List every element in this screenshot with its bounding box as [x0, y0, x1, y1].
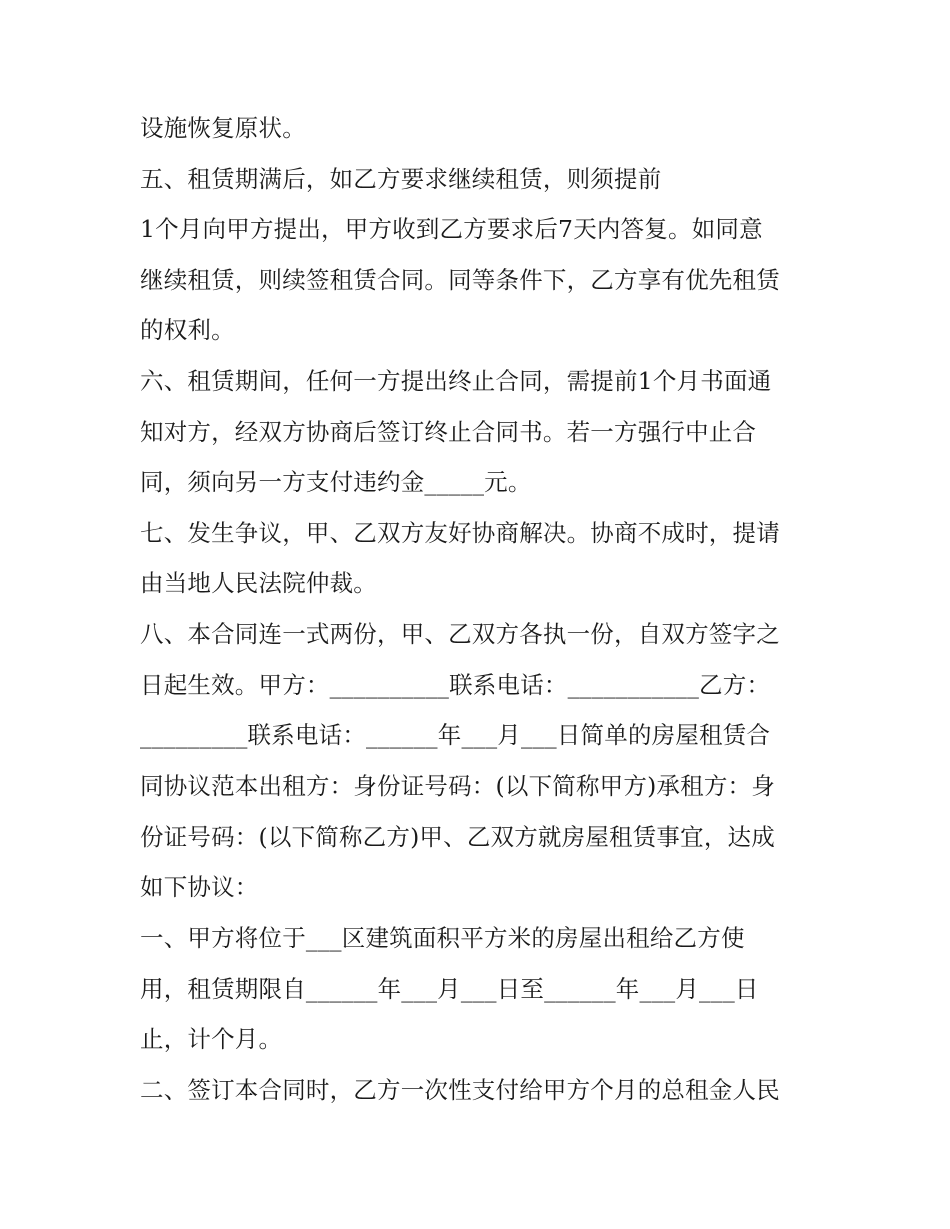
text-line: 知对方，经双方协商后签订终止合同书。若一方强行中止合 [140, 418, 757, 446]
text-line: 的权利。 [140, 316, 235, 344]
text-line: 五、租赁期满后，如乙方要求继续租赁，则须提前 [140, 165, 662, 193]
text-line: 如下协议： [140, 873, 259, 901]
text-line: 八、本合同连一式两份，甲、乙双方各执一份，自双方签字之 [140, 620, 780, 648]
text-line: 七、发生争议，甲、乙双方友好协商解决。协商不成时，提请 [140, 519, 780, 547]
text-line: _________联系电话：______年___月___日简单的房屋租赁合 [140, 721, 771, 749]
text-line: 二、签订本合同时，乙方一次性支付给甲方个月的总租金人民 [140, 1076, 780, 1104]
text-line: 份证号码：(以下简称乙方)甲、乙双方就房屋租赁事宜，达成 [140, 823, 775, 851]
text-line: 止，计个月。 [140, 1025, 283, 1053]
text-line: 六、租赁期间，任何一方提出终止合同，需提前1个月书面通 [140, 367, 772, 395]
text-line: 同协议范本出租方：身份证号码：(以下简称甲方)承租方：身 [140, 772, 775, 800]
text-line: 继续租赁，则续签租赁合同。同等条件下，乙方享有优先租赁 [140, 266, 780, 294]
text-line: 1个月向甲方提出，甲方收到乙方要求后7天内答复。如同意 [140, 215, 763, 243]
text-line: 一、甲方将位于___区建筑面积平方米的房屋出租给乙方使 [140, 924, 745, 952]
text-line: 用，租赁期限自______年___月___日至______年___月___日 [140, 975, 759, 1003]
text-line: 由当地人民法院仲裁。 [140, 569, 377, 597]
text-line: 同，须向另一方支付违约金_____元。 [140, 468, 532, 496]
text-line: 设施恢复原状。 [140, 114, 306, 142]
text-line: 日起生效。甲方：__________联系电话：___________乙方： [140, 671, 771, 699]
